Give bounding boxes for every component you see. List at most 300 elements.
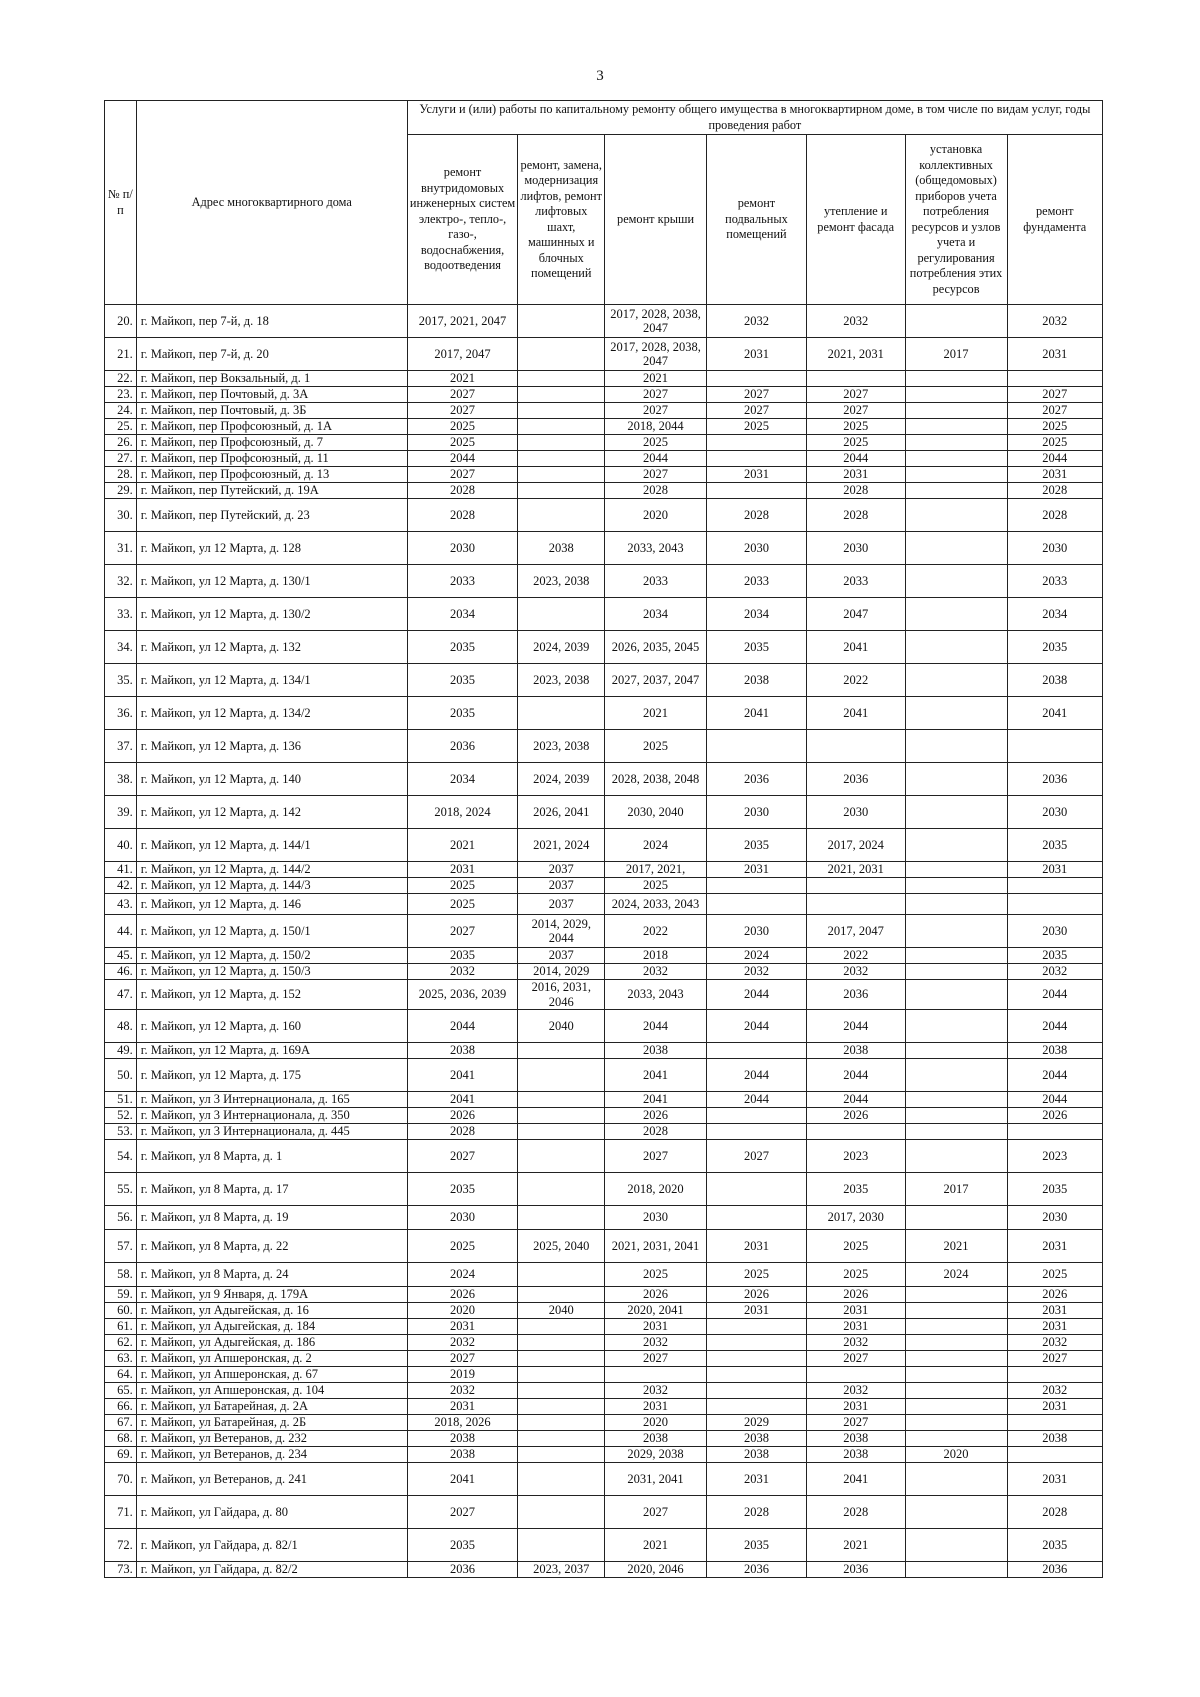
cell-engineering: 2024 — [407, 1263, 518, 1287]
cell-basement — [707, 1367, 807, 1383]
table-row — [105, 878, 1103, 894]
row-address: г. Майкоп, пер 7-й, д. 18 — [136, 305, 407, 338]
cell-meters — [905, 435, 1007, 451]
cell-facade: 2017, 2030 — [806, 1206, 905, 1230]
row-address: г. Майкоп, ул Ветеранов, д. 232 — [136, 1431, 407, 1447]
row-number: 39. — [105, 796, 137, 829]
row-number: 25. — [105, 419, 137, 435]
cell-engineering: 2038 — [407, 1043, 518, 1059]
row-address: г. Майкоп, ул Апшеронская, д. 2 — [136, 1351, 407, 1367]
cell-engineering: 2035 — [407, 664, 518, 697]
row-address: г. Майкоп, ул 3 Интернационала, д. 445 — [136, 1124, 407, 1140]
table-row — [105, 1351, 1103, 1367]
cell-meters — [905, 1319, 1007, 1335]
row-number: 42. — [105, 878, 137, 894]
cell-basement — [707, 1335, 807, 1351]
cell-roof: 2033 — [605, 565, 707, 598]
table-row — [105, 763, 1103, 796]
cell-foundation: 2028 — [1007, 499, 1102, 532]
cell-roof: 2026 — [605, 1287, 707, 1303]
cell-meters — [905, 664, 1007, 697]
cell-facade: 2017, 2024 — [806, 829, 905, 862]
row-address: г. Майкоп, ул 12 Марта, д. 160 — [136, 1010, 407, 1043]
row-address: г. Майкоп, ул 8 Марта, д. 17 — [136, 1173, 407, 1206]
table-row — [105, 1562, 1103, 1578]
row-number: 60. — [105, 1303, 137, 1319]
cell-elevators — [518, 451, 605, 467]
cell-foundation — [1007, 1447, 1102, 1463]
cell-meters — [905, 763, 1007, 796]
cell-facade: 2028 — [806, 483, 905, 499]
cell-meters — [905, 1140, 1007, 1173]
row-address: г. Майкоп, ул Адыгейская, д. 16 — [136, 1303, 407, 1319]
cell-engineering: 2032 — [407, 1335, 518, 1351]
table-row — [105, 1319, 1103, 1335]
table-row — [105, 730, 1103, 763]
cell-engineering: 2017, 2021, 2047 — [407, 305, 518, 338]
row-number: 71. — [105, 1496, 137, 1529]
cell-engineering: 2041 — [407, 1059, 518, 1092]
cell-meters — [905, 1124, 1007, 1140]
table-row — [105, 980, 1103, 1010]
cell-facade: 2021, 2031 — [806, 338, 905, 371]
cell-elevators — [518, 483, 605, 499]
cell-engineering: 2017, 2047 — [407, 338, 518, 371]
table-row — [105, 948, 1103, 964]
cell-roof: 2038 — [605, 1431, 707, 1447]
cell-elevators: 2026, 2041 — [518, 796, 605, 829]
row-number: 23. — [105, 387, 137, 403]
cell-roof: 2027 — [605, 467, 707, 483]
cell-basement: 2041 — [707, 697, 807, 730]
cell-meters — [905, 1108, 1007, 1124]
row-number: 56. — [105, 1206, 137, 1230]
table-row — [105, 894, 1103, 915]
cell-elevators: 2023, 2037 — [518, 1562, 605, 1578]
cell-roof — [605, 1367, 707, 1383]
table-row — [105, 915, 1103, 948]
row-number: 51. — [105, 1092, 137, 1108]
cell-foundation: 2028 — [1007, 1496, 1102, 1529]
row-number: 50. — [105, 1059, 137, 1092]
cell-engineering: 2032 — [407, 1383, 518, 1399]
cell-engineering: 2021 — [407, 829, 518, 862]
cell-elevators: 2024, 2039 — [518, 631, 605, 664]
cell-engineering: 2018, 2026 — [407, 1415, 518, 1431]
cell-meters — [905, 499, 1007, 532]
cell-meters — [905, 1335, 1007, 1351]
cell-foundation: 2032 — [1007, 1383, 1102, 1399]
cell-roof: 2028 — [605, 483, 707, 499]
cell-elevators — [518, 467, 605, 483]
cell-foundation: 2044 — [1007, 980, 1102, 1010]
cell-meters — [905, 1431, 1007, 1447]
cell-engineering: 2035 — [407, 1529, 518, 1562]
table-row — [105, 435, 1103, 451]
row-number: 24. — [105, 403, 137, 419]
cell-elevators: 2040 — [518, 1303, 605, 1319]
cell-facade: 2031 — [806, 1303, 905, 1319]
header-col-engineering: ремонт внутридомовых инженерных систем электро-, тепло-, газо-, водоснабжения, водоотведения — [407, 135, 518, 305]
cell-elevators: 2023, 2038 — [518, 730, 605, 763]
row-address: г. Майкоп, пер Путейский, д. 19А — [136, 483, 407, 499]
cell-roof: 2026 — [605, 1108, 707, 1124]
cell-elevators: 2037 — [518, 878, 605, 894]
cell-meters — [905, 915, 1007, 948]
row-address: г. Майкоп, ул 12 Марта, д. 150/3 — [136, 964, 407, 980]
cell-foundation: 2032 — [1007, 1335, 1102, 1351]
row-number: 34. — [105, 631, 137, 664]
cell-engineering: 2044 — [407, 1010, 518, 1043]
table-row — [105, 387, 1103, 403]
cell-facade: 2021 — [806, 1529, 905, 1562]
cell-foundation: 2036 — [1007, 1562, 1102, 1578]
row-address: г. Майкоп, ул 8 Марта, д. 24 — [136, 1263, 407, 1287]
row-number: 59. — [105, 1287, 137, 1303]
cell-basement: 2033 — [707, 565, 807, 598]
table-row — [105, 1399, 1103, 1415]
cell-basement — [707, 730, 807, 763]
cell-basement — [707, 451, 807, 467]
cell-roof: 2027 — [605, 1351, 707, 1367]
cell-elevators — [518, 419, 605, 435]
cell-roof: 2021 — [605, 371, 707, 387]
cell-engineering: 2035 — [407, 1173, 518, 1206]
cell-foundation: 2044 — [1007, 1092, 1102, 1108]
row-number: 37. — [105, 730, 137, 763]
cell-elevators: 2037 — [518, 862, 605, 878]
cell-engineering: 2034 — [407, 598, 518, 631]
row-address: г. Майкоп, ул Ветеранов, д. 234 — [136, 1447, 407, 1463]
header-group: Услуги и (или) работы по капитальному ремонту общего имущества в многоквартирном доме, в том числе по видам услуг, годы проведения работ — [407, 101, 1102, 135]
cell-basement: 2031 — [707, 1463, 807, 1496]
cell-basement: 2027 — [707, 387, 807, 403]
table-row — [105, 305, 1103, 338]
cell-engineering: 2027 — [407, 467, 518, 483]
cell-meters — [905, 1287, 1007, 1303]
cell-meters — [905, 403, 1007, 419]
cell-facade — [806, 1124, 905, 1140]
cell-elevators — [518, 1399, 605, 1415]
cell-roof: 2032 — [605, 1383, 707, 1399]
cell-facade: 2026 — [806, 1287, 905, 1303]
table-row — [105, 631, 1103, 664]
cell-elevators — [518, 1351, 605, 1367]
row-address: г. Майкоп, ул 12 Марта, д. 128 — [136, 532, 407, 565]
cell-foundation: 2031 — [1007, 862, 1102, 878]
row-number: 32. — [105, 565, 137, 598]
row-address: г. Майкоп, пер Профсоюзный, д. 1А — [136, 419, 407, 435]
header-col-facade: утепление и ремонт фасада — [806, 135, 905, 305]
cell-basement: 2038 — [707, 664, 807, 697]
cell-foundation — [1007, 1367, 1102, 1383]
cell-basement — [707, 1206, 807, 1230]
cell-basement: 2027 — [707, 403, 807, 419]
cell-elevators — [518, 1335, 605, 1351]
cell-basement: 2035 — [707, 631, 807, 664]
cell-roof: 2025 — [605, 878, 707, 894]
cell-engineering: 2020 — [407, 1303, 518, 1319]
cell-basement: 2035 — [707, 829, 807, 862]
cell-meters — [905, 305, 1007, 338]
cell-facade: 2031 — [806, 1399, 905, 1415]
cell-foundation — [1007, 878, 1102, 894]
cell-engineering: 2035 — [407, 631, 518, 664]
table-row — [105, 1287, 1103, 1303]
cell-engineering: 2027 — [407, 1140, 518, 1173]
row-number: 62. — [105, 1335, 137, 1351]
cell-engineering: 2028 — [407, 499, 518, 532]
cell-foundation: 2031 — [1007, 1319, 1102, 1335]
row-address: г. Майкоп, пер Профсоюзный, д. 7 — [136, 435, 407, 451]
cell-roof: 2017, 2021, — [605, 862, 707, 878]
cell-basement — [707, 1383, 807, 1399]
row-number: 26. — [105, 435, 137, 451]
cell-foundation: 2027 — [1007, 1351, 1102, 1367]
cell-foundation: 2035 — [1007, 948, 1102, 964]
table-row — [105, 565, 1103, 598]
cell-engineering: 2018, 2024 — [407, 796, 518, 829]
cell-basement: 2044 — [707, 1059, 807, 1092]
cell-roof: 2018, 2044 — [605, 419, 707, 435]
cell-engineering: 2028 — [407, 483, 518, 499]
header-col-elevators: ремонт, замена, модернизация лифтов, ремонт лифтовых шахт, машинных и блочных помещений — [518, 135, 605, 305]
row-address: г. Майкоп, ул Адыгейская, д. 186 — [136, 1335, 407, 1351]
cell-facade: 2047 — [806, 598, 905, 631]
cell-facade: 2028 — [806, 499, 905, 532]
cell-meters — [905, 697, 1007, 730]
cell-elevators: 2037 — [518, 948, 605, 964]
cell-elevators — [518, 1415, 605, 1431]
cell-meters — [905, 878, 1007, 894]
cell-facade — [806, 730, 905, 763]
table-row — [105, 1335, 1103, 1351]
table-row — [105, 1140, 1103, 1173]
row-number: 47. — [105, 980, 137, 1010]
cell-basement: 2044 — [707, 1092, 807, 1108]
cell-basement: 2028 — [707, 499, 807, 532]
cell-engineering: 2038 — [407, 1431, 518, 1447]
cell-roof: 2018 — [605, 948, 707, 964]
cell-facade: 2023 — [806, 1140, 905, 1173]
cell-meters — [905, 862, 1007, 878]
row-number: 38. — [105, 763, 137, 796]
cell-engineering: 2019 — [407, 1367, 518, 1383]
cell-basement: 2026 — [707, 1287, 807, 1303]
cell-meters — [905, 1351, 1007, 1367]
cell-roof: 2030 — [605, 1206, 707, 1230]
cell-elevators: 2014, 2029, 2044 — [518, 915, 605, 948]
cell-engineering: 2033 — [407, 565, 518, 598]
cell-basement: 2044 — [707, 980, 807, 1010]
cell-facade: 2044 — [806, 1010, 905, 1043]
cell-engineering: 2041 — [407, 1092, 518, 1108]
cell-meters — [905, 1206, 1007, 1230]
cell-engineering: 2036 — [407, 1562, 518, 1578]
row-number: 20. — [105, 305, 137, 338]
row-address: г. Майкоп, ул 3 Интернационала, д. 350 — [136, 1108, 407, 1124]
page-number: 3 — [596, 68, 604, 84]
cell-meters — [905, 371, 1007, 387]
cell-foundation: 2035 — [1007, 829, 1102, 862]
row-number: 61. — [105, 1319, 137, 1335]
cell-roof: 2025 — [605, 730, 707, 763]
cell-roof: 2044 — [605, 451, 707, 467]
cell-engineering: 2025, 2036, 2039 — [407, 980, 518, 1010]
row-number: 52. — [105, 1108, 137, 1124]
cell-basement: 2032 — [707, 964, 807, 980]
row-number: 63. — [105, 1351, 137, 1367]
cell-facade: 2031 — [806, 467, 905, 483]
row-number: 65. — [105, 1383, 137, 1399]
cell-engineering: 2031 — [407, 1399, 518, 1415]
cell-roof: 2025 — [605, 1263, 707, 1287]
cell-facade: 2038 — [806, 1431, 905, 1447]
cell-facade: 2038 — [806, 1043, 905, 1059]
cell-elevators: 2037 — [518, 894, 605, 915]
row-address: г. Майкоп, ул 12 Марта, д. 144/2 — [136, 862, 407, 878]
row-number: 66. — [105, 1399, 137, 1415]
row-address: г. Майкоп, ул 12 Марта, д. 140 — [136, 763, 407, 796]
cell-basement — [707, 894, 807, 915]
cell-elevators — [518, 499, 605, 532]
cell-facade — [806, 371, 905, 387]
cell-roof: 2038 — [605, 1043, 707, 1059]
cell-foundation: 2044 — [1007, 1059, 1102, 1092]
row-number: 40. — [105, 829, 137, 862]
cell-facade: 2035 — [806, 1173, 905, 1206]
cell-meters — [905, 387, 1007, 403]
cell-basement: 2024 — [707, 948, 807, 964]
cell-elevators — [518, 1447, 605, 1463]
table-row — [105, 1173, 1103, 1206]
table-row — [105, 451, 1103, 467]
cell-facade: 2030 — [806, 796, 905, 829]
table-row — [105, 1383, 1103, 1399]
cell-elevators — [518, 1092, 605, 1108]
cell-roof: 2017, 2028, 2038, 2047 — [605, 338, 707, 371]
cell-foundation: 2030 — [1007, 915, 1102, 948]
table-row — [105, 1092, 1103, 1108]
table-row — [105, 1447, 1103, 1463]
cell-foundation: 2032 — [1007, 964, 1102, 980]
cell-engineering: 2027 — [407, 403, 518, 419]
row-address: г. Майкоп, ул 9 Января, д. 179А — [136, 1287, 407, 1303]
header-col-roof: ремонт крыши — [605, 135, 707, 305]
cell-facade: 2025 — [806, 1263, 905, 1287]
cell-basement: 2025 — [707, 419, 807, 435]
cell-engineering: 2027 — [407, 1496, 518, 1529]
cell-foundation: 2036 — [1007, 763, 1102, 796]
row-address: г. Майкоп, ул 12 Марта, д. 130/2 — [136, 598, 407, 631]
cell-roof: 2021, 2031, 2041 — [605, 1230, 707, 1263]
cell-roof: 2027, 2037, 2047 — [605, 664, 707, 697]
cell-facade: 2028 — [806, 1496, 905, 1529]
cell-engineering: 2025 — [407, 419, 518, 435]
cell-roof: 2032 — [605, 964, 707, 980]
cell-basement: 2038 — [707, 1431, 807, 1447]
cell-elevators — [518, 1431, 605, 1447]
cell-foundation: 2031 — [1007, 1399, 1102, 1415]
cell-roof: 2033, 2043 — [605, 980, 707, 1010]
row-number: 69. — [105, 1447, 137, 1463]
cell-meters: 2020 — [905, 1447, 1007, 1463]
row-number: 36. — [105, 697, 137, 730]
cell-facade: 2032 — [806, 1335, 905, 1351]
cell-engineering: 2035 — [407, 697, 518, 730]
cell-foundation: 2035 — [1007, 1173, 1102, 1206]
cell-facade: 2041 — [806, 697, 905, 730]
row-number: 22. — [105, 371, 137, 387]
cell-basement: 2030 — [707, 796, 807, 829]
cell-facade: 2033 — [806, 565, 905, 598]
cell-roof: 2017, 2028, 2038, 2047 — [605, 305, 707, 338]
row-number: 72. — [105, 1529, 137, 1562]
row-address: г. Майкоп, ул 8 Марта, д. 22 — [136, 1230, 407, 1263]
cell-foundation: 2033 — [1007, 565, 1102, 598]
row-number: 35. — [105, 664, 137, 697]
cell-foundation: 2035 — [1007, 1529, 1102, 1562]
cell-roof: 2027 — [605, 403, 707, 419]
cell-roof: 2029, 2038 — [605, 1447, 707, 1463]
row-address: г. Майкоп, ул Гайдара, д. 82/2 — [136, 1562, 407, 1578]
cell-elevators — [518, 598, 605, 631]
cell-roof: 2020, 2046 — [605, 1562, 707, 1578]
cell-meters — [905, 1303, 1007, 1319]
cell-basement — [707, 1124, 807, 1140]
cell-basement — [707, 1173, 807, 1206]
cell-engineering: 2035 — [407, 948, 518, 964]
row-number: 67. — [105, 1415, 137, 1431]
cell-facade: 2032 — [806, 964, 905, 980]
cell-elevators: 2023, 2038 — [518, 664, 605, 697]
row-number: 33. — [105, 598, 137, 631]
table-row — [105, 1043, 1103, 1059]
cell-roof: 2020, 2041 — [605, 1303, 707, 1319]
cell-foundation: 2031 — [1007, 338, 1102, 371]
cell-meters — [905, 1399, 1007, 1415]
table-row — [105, 338, 1103, 371]
cell-roof: 2028 — [605, 1124, 707, 1140]
row-number: 27. — [105, 451, 137, 467]
cell-engineering: 2021 — [407, 371, 518, 387]
cell-meters — [905, 796, 1007, 829]
cell-facade: 2044 — [806, 1092, 905, 1108]
cell-basement: 2035 — [707, 1529, 807, 1562]
header-col-meters: установка коллективных (общедомовых) приборов учета потребления ресурсов и узлов учета и регулирования потребления этих ресурсов — [905, 135, 1007, 305]
cell-basement: 2031 — [707, 1230, 807, 1263]
cell-meters — [905, 894, 1007, 915]
cell-meters — [905, 980, 1007, 1010]
cell-foundation: 2038 — [1007, 664, 1102, 697]
cell-meters — [905, 964, 1007, 980]
cell-meters — [905, 1529, 1007, 1562]
cell-basement — [707, 1351, 807, 1367]
row-address: г. Майкоп, ул 12 Марта, д. 142 — [136, 796, 407, 829]
cell-basement — [707, 371, 807, 387]
table-row — [105, 664, 1103, 697]
cell-foundation: 2041 — [1007, 697, 1102, 730]
cell-engineering: 2032 — [407, 964, 518, 980]
cell-foundation: 2026 — [1007, 1287, 1102, 1303]
cell-basement: 2030 — [707, 915, 807, 948]
row-address: г. Майкоп, ул 12 Марта, д. 144/1 — [136, 829, 407, 862]
cell-facade: 2038 — [806, 1447, 905, 1463]
cell-foundation: 2030 — [1007, 532, 1102, 565]
cell-facade: 2025 — [806, 419, 905, 435]
cell-basement: 2031 — [707, 1303, 807, 1319]
row-address: г. Майкоп, пер 7-й, д. 20 — [136, 338, 407, 371]
